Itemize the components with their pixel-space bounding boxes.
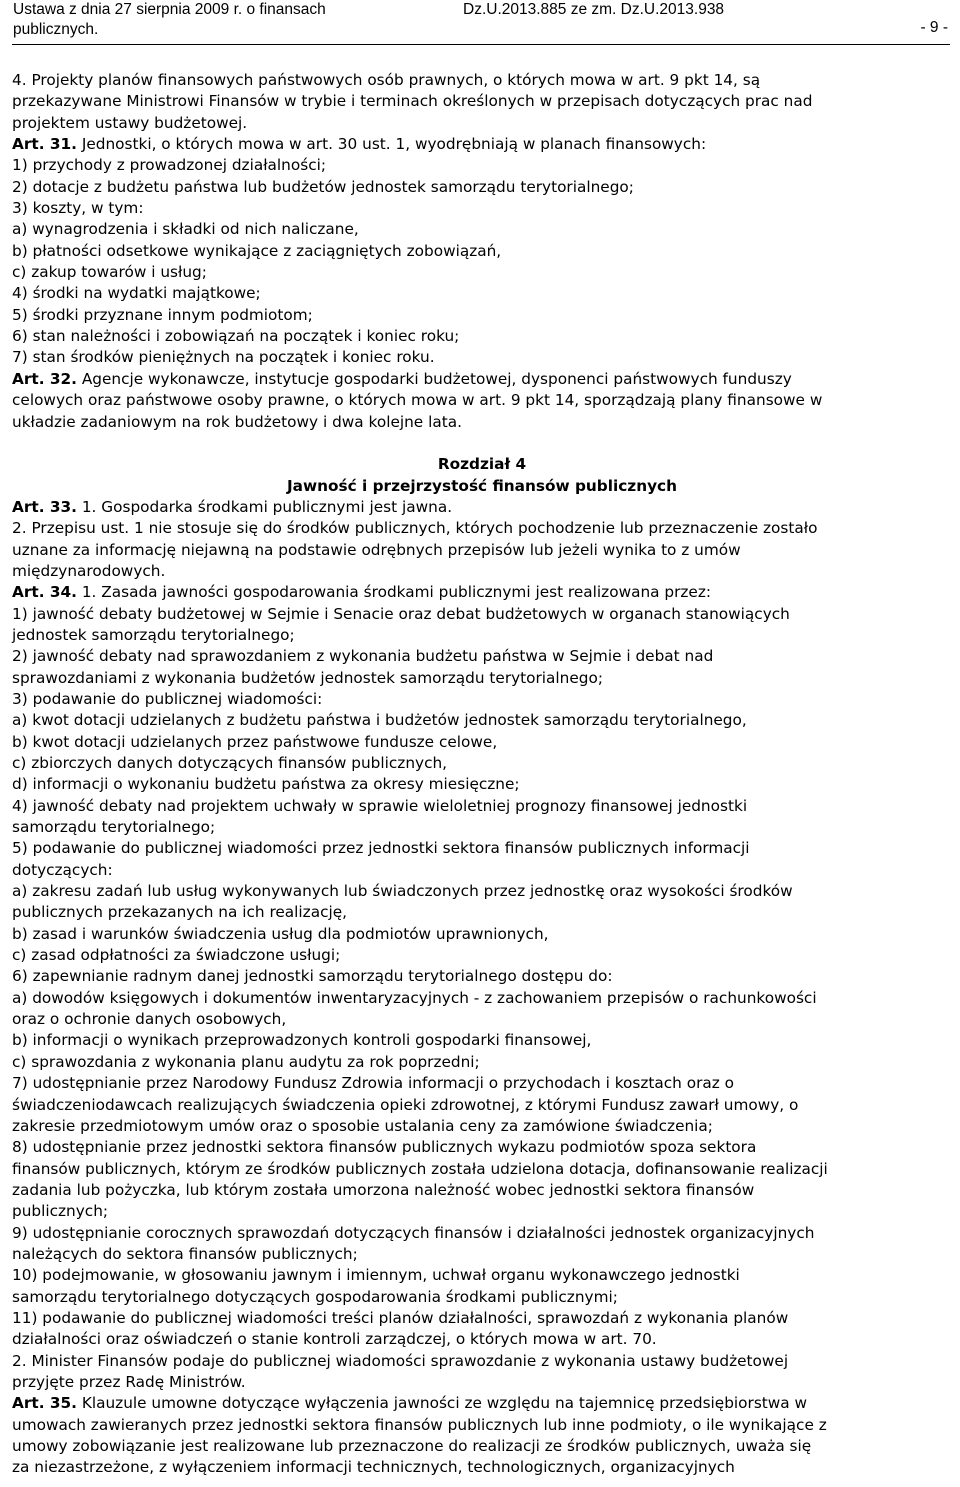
header-journal-reference: Dz.U.2013.885 ze zm. Dz.U.2013.938: [463, 1, 725, 18]
text-line: 4. Projekty planów finansowych państwowych osób prawnych, o których mowa w art. 9 pkt 14, są: [12, 71, 761, 89]
text-line: 9) udostępnianie corocznych sprawozdań dotyczących finansów i działalności jednostek organizacyjnych: [12, 1223, 815, 1242]
text-line: b) informacji o wynikach przeprowadzonych kontroli gospodarki finansowej,: [12, 1031, 592, 1050]
article-31-line: [12, 134, 952, 155]
article-label: Art. 31.: [12, 135, 77, 154]
text-line: 2. Przepisu ust. 1 nie stosuje się do środków publicznych, których pochodzenie lub przeznaczenie zostało: [12, 519, 818, 538]
text-line: należących do sektora finansów publicznych;: [12, 1244, 358, 1263]
spacer: [12, 433, 952, 454]
header-divider: [12, 44, 950, 45]
text-line: 5) podawanie do publicznej wiadomości przez jednostki sektora finansów publicznych informacji: [12, 839, 750, 858]
text-line: umowy zobowiązanie jest realizowane lub przeznaczone do realizacji ze środków publicznych, uważa się: [12, 1437, 812, 1455]
text-line: 4) środki na wydatki majątkowe;: [12, 284, 261, 303]
text-line: d) informacji o wykonaniu budżetu państwa za okresy miesięczne;: [12, 775, 520, 794]
text-line: dotyczących:: [12, 860, 113, 879]
text-line: a) kwot dotacji udzielanych z budżetu państwa i budżetów jednostek samorządu terytorialnego,: [12, 711, 747, 730]
text-line: 4) jawność debaty nad projektem uchwały w sprawie wieloletniej prognozy finansowej jednostki: [12, 796, 748, 815]
text-line: świadczeniodawcach realizujących świadczenia opieki zdrowotnej, z którymi Fundusz zawarł umowy, o: [12, 1095, 799, 1114]
text-line: przyjęte przez Radę Ministrów.: [12, 1372, 246, 1391]
text-line: publicznych;: [12, 1202, 109, 1221]
text-line: samorządu terytorialnego dotyczących gospodarowania środkami publicznymi;: [12, 1287, 618, 1306]
text-line: 1. Zasada jawności gospodarowania środkami publicznymi jest realizowana przez:: [81, 583, 712, 602]
chapter-title: Jawność i przejrzystość finansów publicznych: [286, 476, 678, 495]
text-line: umowach zawieranych przez jednostki sektora finansów publicznych lub inne podmioty, o ile wynikające z: [12, 1415, 827, 1434]
article-label: Art. 32.: [12, 369, 77, 388]
text-line: sprawozdaniami z wykonania budżetów jednostek samorządu terytorialnego;: [12, 668, 604, 687]
text-line: b) płatności odsetkowe wynikające z zaciągniętych zobowiązań,: [12, 241, 502, 260]
text-line: uznane za informację niejawną na podstawie odrębnych przepisów lub jeżeli wynika to z umów: [12, 540, 741, 559]
text-line: samorządu terytorialnego;: [12, 818, 216, 837]
text-line: 2. Minister Finansów podaje do publicznej wiadomości sprawozdanie z wykonania ustawy budżetowej: [12, 1351, 789, 1370]
text-line: 5) środki przyznane innym podmiotom;: [12, 305, 313, 324]
text-line: 8) udostępnianie przez jednostki sektora finansów publicznych wykazu podmiotów spoza sektora: [12, 1138, 757, 1157]
text-line: międzynarodowych.: [12, 561, 166, 580]
header-act-title-line: publicznych.: [13, 21, 99, 38]
text-line: zakresie przedmiotowym umów oraz o sposobie ustalania ceny za zamówione świadczenia;: [12, 1116, 713, 1135]
article-34-line: [12, 582, 952, 603]
header-act-title: [13, 0, 326, 40]
text-line: 1. Gospodarka środkami publicznymi jest jawna.: [81, 497, 453, 516]
text-line: b) kwot dotacji udzielanych przez państwowe fundusze celowe,: [12, 732, 498, 751]
text-line: działalności oraz oświadczeń o stanie kontroli zarządczej, o których mowa w art. 70.: [12, 1330, 657, 1349]
text-line: 10) podejmowanie, w głosowaniu jawnym i imiennym, uchwał organu wykonawczego jednostki: [12, 1266, 740, 1285]
text-line: 2) jawność debaty nad sprawozdaniem z wykonania budżetu państwa w Sejmie i debat nad: [12, 647, 714, 666]
text-line: celowych oraz państwowe osoby prawne, o których mowa w art. 9 pkt 14, sporządzają plany finansowe w: [12, 391, 823, 410]
text-line: publicznych przekazanych na ich realizację,: [12, 903, 348, 922]
text-line: 2) dotacje z budżetu państwa lub budżetów jednostek samorządu terytorialnego;: [12, 177, 634, 196]
text-line: 7) stan środków pieniężnych na początek i koniec roku.: [12, 348, 435, 367]
text-line: c) zasad odpłatności za świadczone usługi;: [12, 946, 341, 965]
article-label: Art. 33.: [12, 497, 77, 516]
text-line: 1) przychody z prowadzonej działalności;: [12, 156, 327, 175]
text-line: zadania lub pożyczka, lub którym została umorzona należność wobec jednostki sektora finansów: [12, 1180, 755, 1199]
text-line: Agencje wykonawcze, instytucje gospodarki budżetowej, dysponenci państwowych funduszy: [81, 369, 792, 388]
text-line: 1) jawność debaty budżetowej w Sejmie i Senacie oraz debat budżetowych w organach stanowiących: [12, 604, 790, 623]
text-line: a) zakresu zadań lub usług wykonywanych lub świadczonych przez jednostkę oraz wysokości środków: [12, 882, 793, 901]
text-line: jednostek samorządu terytorialnego;: [12, 625, 295, 644]
text-line: 6) zapewnianie radnym danej jednostki samorządu terytorialnego dostępu do:: [12, 967, 613, 986]
text-line: Jednostki, o których mowa w art. 30 ust. 1, wyodrębniają w planach finansowych:: [81, 135, 707, 154]
text-line: a) dowodów księgowych i dokumentów inwentaryzacyjnych - z zachowaniem przepisów o rachunkowości: [12, 988, 817, 1007]
text-line: przekazywane Ministrowi Finansów w trybie i terminach określonych w przepisach dotyczących prac nad: [12, 92, 813, 111]
article-label: Art. 35.: [12, 1394, 77, 1413]
text-line: 3) podawanie do publicznej wiadomości:: [12, 689, 323, 708]
text-line: a) wynagrodzenia i składki od nich naliczane,: [12, 220, 359, 239]
article-label: Art. 34.: [12, 583, 77, 602]
text-line: oraz o ochronie danych osobowych,: [12, 1010, 287, 1029]
text-line: za niezastrzeżone, z wyłączeniem informacji technicznych, technologicznych, organizacyjnych: [12, 1458, 735, 1477]
text-line: finansów publicznych, którym ze środków publicznych została udzielona dotacja, dofinansowanie realizacji: [12, 1159, 828, 1178]
page-number: - 9 -: [920, 19, 948, 36]
text-line: c) zbiorczych danych dotyczących finansów publicznych,: [12, 754, 448, 772]
text-line: 6) stan należności i zobowiązań na początek i koniec roku;: [12, 327, 460, 346]
text-line: c) sprawozdania z wykonania planu audytu za rok poprzedni;: [12, 1052, 480, 1071]
text-line: c) zakup towarów i usług;: [12, 263, 207, 282]
article-35-line: [12, 1393, 952, 1414]
text-line: b) zasad i warunków świadczenia usług dla podmiotów uprawnionych,: [12, 924, 549, 943]
document-body: [12, 70, 952, 1479]
text-line: 11) podawanie do publicznej wiadomości treści planów działalności, sprawozdań z wykonania planów: [12, 1308, 789, 1327]
chapter-number: Rozdział 4: [437, 455, 527, 474]
header-act-title-line: Ustawa z dnia 27 sierpnia 2009 r. o finansach: [13, 1, 326, 18]
text-line: projektem ustawy budżetowej.: [12, 113, 248, 132]
text-line: układzie zadaniowym na rok budżetowy i dwa kolejne lata.: [12, 412, 462, 431]
text-line: Klauzule umowne dotyczące wyłączenia jawności ze względu na tajemnicę przedsiębiorstwa w: [81, 1394, 808, 1413]
page-header: [0, 0, 960, 44]
text-line: 3) koszty, w tym:: [12, 199, 144, 218]
article-33-line: [12, 497, 952, 518]
text-line: 7) udostępnianie przez Narodowy Fundusz Zdrowia informacji o przychodach i kosztach oraz o: [12, 1074, 734, 1093]
article-32-line: [12, 369, 952, 390]
